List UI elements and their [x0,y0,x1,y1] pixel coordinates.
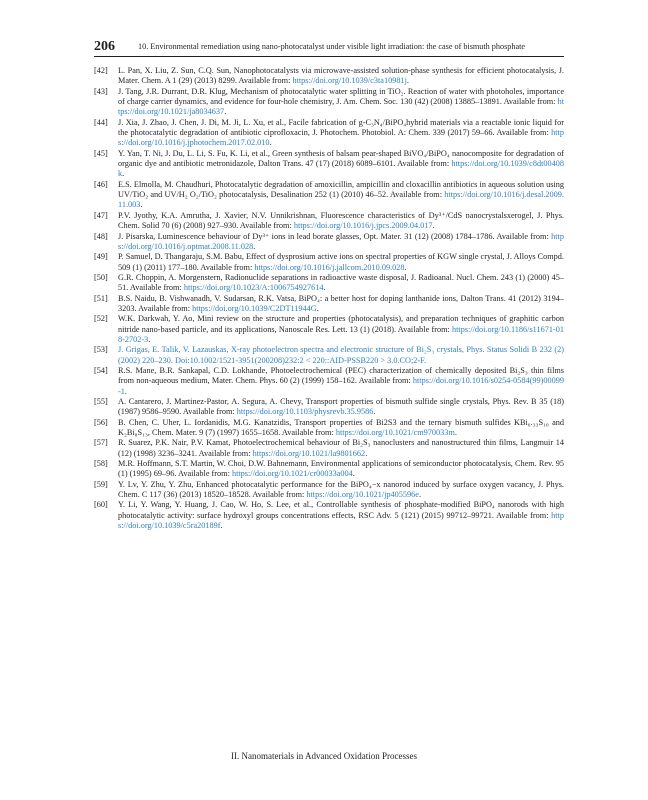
reference-tail: . [404,262,407,272]
doi-link[interactable]: https://doi.org/10.1016/j.optmat.2008.11.028 [118,231,564,251]
reference-number: [59] [94,479,108,489]
reference-number: [49] [94,252,108,262]
reference-text: Y. Yan, T. Ni, J. Du, L. Li, S. Fu, K. Li, et al., Green synthesis of balsam pear-shaped BiVO₄/BiPO₄ nanocomposite for degradation of organic dye and antibiotic metronidazole, Dalton Trans. 47 (17) (2018) 6089–6101. Available from: [118,148,564,169]
reference-number: [44] [94,117,108,127]
reference-number: [47] [94,210,108,220]
reference-text: R.S. Mane, B.R. Sankapal, C.D. Lokhande, Photoelectrochemical (PEC) characterization of chemically deposited Bi₂S₃ thin films from non-aqueous medium, Mater. Chem. Phys. 60 (2) (1999) 158–162. Available from: [118,365,564,386]
reference-text: P.V. Jyothy, K.A. Amrutha, J. Xavier, N.V. Unnikrishnan, Fluorescence characteristics of Dy³⁺/CdS nanocrystalsxerogel, J. Phys. Chem. Solid 70 (6) (2008) 927–930. Available from: [118,210,564,231]
reference-tail: . [365,448,368,458]
doi-link[interactable]: https://doi.org/10.1039/C2DT11944G [192,303,317,313]
reference-number: [43] [94,86,108,96]
reference-tail: . [432,221,435,231]
doi-link[interactable]: https://doi.org/10.1021/jp405596e [306,490,419,500]
reference-item [94,366,564,397]
reference-item [94,180,564,211]
reference-text: Y. Lv, Y. Zhu, Y. Zhu, Enhanced photocatalytic performance for the BiPO₄−x nanorod induced by surface oxygen vacancy, J. Phys. Chem. C 117 (36) (2013) 18520–18528. Available from: [118,479,564,500]
doi-link[interactable]: https://doi.org/10.1021/cm970033m [335,428,455,438]
reference-text: G.R. Choppin, A. Morgenstern, Radionuclide separations in radioactive waste disposal, J. Radioanal. Nucl. Chem. 243 (1) (2000) 45–51. Available from: [118,272,564,293]
doi-link[interactable]: https://doi.org/10.1039/c8dt00408k [118,159,564,179]
reference-number: [60] [94,500,108,510]
reference-tail: . [140,200,143,210]
doi-link[interactable]: https://doi.org/10.1039/c3ta10981j [292,76,407,86]
reference-item [94,232,564,253]
reference-item [94,87,564,118]
doi-link[interactable]: https://doi.org/10.1021/ja8034637 [118,97,564,117]
reference-tail: . [454,428,457,438]
reference-item [94,149,564,180]
part-title-footer: II. Nanomaterials in Advanced Oxidation Processes [231,751,417,761]
doi-link[interactable]: https://doi.org/10.1023/A:1006754927614 [183,283,324,293]
reference-number: [46] [94,179,108,189]
reference-number: [53] [94,345,108,355]
reference-text: W.K. Darkwah, Y. Ao, Mini review on the structure and properties (photocatalysis), and preparation techniques of graphitic carbon nitride nano-based particle, and its applications, Nanoscale Res. Lett. 13 (1) (2018). Available from: [118,314,564,334]
reference-tail: . [418,490,422,500]
doi-link[interactable]: https://doi.org/10.1016/j.desal.2009.11.003 [118,190,564,210]
reference-tail: . [269,138,272,148]
reference-number: [58] [94,459,108,469]
reference-tail: . [323,283,326,293]
reference-text: J. Pisarska, Luminescence behaviour of Dy³⁺ ions in lead borate glasses, Opt. Mater. 31 (12) (2008) 1784–1786. Available from: [118,231,552,241]
reference-item [94,294,564,315]
running-header [94,38,564,56]
reference-number: [45] [94,148,108,158]
reference-number: [48] [94,231,108,241]
doi-link[interactable]: https://doi.org/10.1016/j.jphotochem.2017.02.010 [118,128,564,148]
reference-text: A. Cantarero, J. Martinez-Pastor, A. Segura, A. Chevy, Transport properties of bismuth sulfide single crystals, Phys. Rev. B 35 (18) (1987) 9586–9590. Available from: [118,397,564,417]
reference-number: [55] [94,397,108,406]
reference-text: J. Xia, J. Zhao, J. Chen, J. Di, M. Ji, L. Xu, et al., Facile fabrication of g-C₃N₄/BiPO₄hybrid materials via a reactable ionic liquid for the photocatalytic degradation of antibiotic ciprofloxacin, J. Photochem. Photobiol. A: Chem. 339 (2017) 59–66. Available from: [118,117,564,138]
reference-tail: . [122,169,125,179]
reference-number: [42] [94,66,108,75]
reference-text: J. Grigas, E. Talik, V. Lazauskas, X-ray photoelectron spectra and electronic structure of Bi₂S₃ crystals, Phys. Status Solidi B 232 (2) (2002) 220–230. Doi:10.1002/1521-3951(200208)232:2 < 220::AID-PSSB220 > 3.0.CO;2-F. [118,345,564,365]
doi-link[interactable]: https://doi.org/10.1039/c5ra20189f [118,510,564,531]
header-rule [94,56,564,57]
reference-item [94,438,564,459]
doi-link[interactable]: https://doi.org/10.1021/la9801662 [252,448,366,458]
reference-number: [50] [94,272,108,282]
reference-tail: . [316,303,319,313]
reference-item [94,459,564,480]
reference-text: L. Pan, X. Liu, Z. Sun, C.Q. Sun, Nanophotocatalysts via microwave-assisted solution-phase synthesis for efficient photocatalysis, J. Mater. Chem. A 1 (29) (2013) 8299. Available from: [118,66,564,86]
reference-number: [52] [94,314,108,324]
doi-link[interactable]: https://doi.org/10.1016/j.jpcs.2009.04.017 [293,221,433,231]
doi-link[interactable]: https://doi.org/10.1021/cr00033a004 [231,469,353,479]
doi-link[interactable]: https://doi.org/10.1103/physrevb.35.9586 [236,407,374,417]
reference-item [94,252,564,273]
reference-tail: . [124,386,127,396]
reference-tail: . [373,407,376,417]
reference-list [94,66,564,531]
reference-text: M.R. Hoffmann, S.T. Martin, W. Choi, D.W. Bahnemann, Environmental applications of semiconductor photocatalysis, Chem. Rev. 95 (1) (1995) 69–96. Available from: [118,459,564,479]
page-number: 206 [94,39,115,54]
doi-link[interactable]: https://doi.org/10.1016/s0254-0584(99)00099-1 [118,376,564,396]
reference-item [94,345,564,366]
reference-number: [51] [94,293,108,303]
reference-tail: . [352,469,355,479]
running-title: 10. Environmental remediation using nano-photocatalyst under visible light irradiation: the case of bismuth phosphate [138,42,525,51]
reference-number: [57] [94,438,108,448]
reference-tail: . [253,241,256,251]
doi-link[interactable]: https://doi.org/10.1016/j.jallcom.2010.09.028 [254,262,405,272]
reference-tail: . [148,334,151,344]
reference-text: P. Samuel, D. Thangaraju, S.M. Babu, Effect of dysprosium active ions on spectral properties of KGW single crystal, J. Alloys Compd. 509 (1) (2011) 177–180. Available from: [118,252,564,272]
reference-item [94,500,564,531]
reference-text: E.S. Elmolla, M. Chaudhuri, Photocatalytic degradation of amoxicillin, ampicillin and cloxacillin antibiotics in aqueous solution using UV/TiO₂ and UV/H₂ O₂/TiO₂ photocatalysis, Desalination 252 (1) (2010) 46–52. Available from: [118,179,564,200]
reference-tail: . [220,521,223,531]
reference-text: R. Suarez, P.K. Nair, P.V. Kamat, Photoelectrochemical behaviour of Bi₂S₃ nanoclusters and nanostructured thin films, Langmuir 14 (12) (1998) 3236–3241. Available from: [118,438,564,458]
reference-text: Y. Li, Y. Wang, Y. Huang, J. Cao, W. Ho, S. Lee, et al., Controllable synthesis of phosphate-modified BiPO₄ nanorods with high photocatalytic activity: surface hydroxyl groups concentrations effects, RSC Adv. 5 (121) (2015) 99712–99721. Available from: [118,500,564,520]
reference-text: B.S. Naidu, B. Vishwanadh, V. Sudarsan, R.K. Vatsa, BiPO₄: a better host for doping lanthanide ions, Dalton Trans. 41 (2012) 3194–3203. Available from: [118,293,564,313]
reference-item [94,66,564,87]
reference-item [94,480,564,501]
reference-item [94,397,564,418]
reference-item [94,314,564,345]
reference-item [94,211,564,232]
reference-text: B. Chen, C. Uher, L. Iordanidis, M.G. Kanatzidis, Transport properties of Bi2S3 and the ternary bismuth sulfides KBi₆.₃₃S₁₀ and K₂Bi₈S₁₃, Chem. Mater. 9 (7) (1997) 1655–1658. Available from: [118,417,564,438]
reference-tail: . [224,107,227,117]
reference-item [94,118,564,149]
reference-text: J. Tang, J.R. Durrant, D.R. Klug, Mechanism of photocatalytic water splitting in TiO₂. Reaction of water with photoholes, importance of charge carrier dynamics, and evidence for four-hole chemistry, J. Am. Chem. Soc. 130 (42) (2008) 13885–13891. Available from: [118,86,564,107]
reference-item [94,273,564,294]
reference-number: [54] [94,365,108,375]
reference-item [94,418,564,439]
doi-link[interactable]: https://doi.org/10.1186/s11671-018-2702-3 [118,324,564,344]
reference-number: [56] [94,417,108,427]
reference-tail: . [406,76,409,86]
